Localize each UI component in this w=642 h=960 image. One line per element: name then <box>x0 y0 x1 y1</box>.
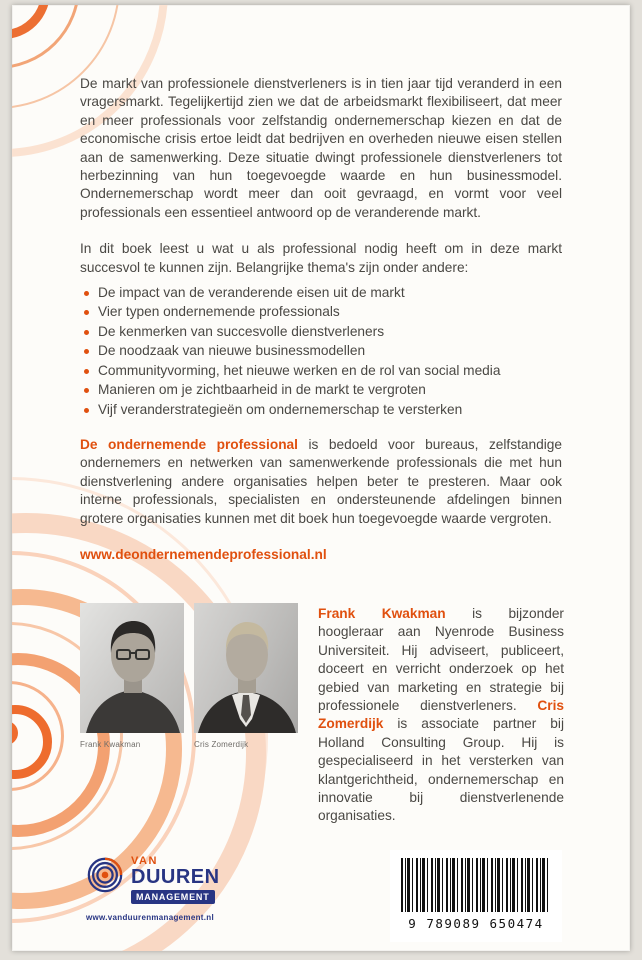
vanduuren-logo <box>86 855 246 904</box>
author-name-frank: Frank Kwakman <box>318 606 446 621</box>
author-name-cris: Cris Zomerdijk <box>318 698 564 732</box>
photo-caption-cris: Cris Zomerdijk <box>194 740 249 749</box>
theme-item: Vier typen ondernemende professionals <box>98 303 562 321</box>
logo-word-duuren: DUUREN <box>131 866 220 888</box>
author-photo-frank <box>80 603 184 749</box>
vanduuren-logo-text <box>131 855 220 904</box>
theme-item: Communityvorming, het nieuwe werken en de rol van social media <box>98 362 562 380</box>
ripple-ring <box>12 681 64 791</box>
blurb-paragraph-3-rest: is bedoeld voor bureaus, zelfstandige ondernemers en netwerken van samenwerkende professionals die met hun dienstverlening andere organisaties helpen beter te presteren. Maar ook interne professionals, specialisten en ondersteunende afdelingen binnen grotere organisaties kunnen met dit boek hun toegevoegde waarde vergroten. <box>80 436 562 526</box>
author-bio-frank: is bijzonder hoogleraar aan Nyenrode Business Universiteit. Hij adviseert, publiceert, doceert en verricht onderzoek op het gebied van marketing en strategie bij professionele dienstverleners. <box>318 606 564 714</box>
publisher-website-url: www.vanduurenmanagement.nl <box>86 913 214 922</box>
vanduuren-spiral-icon <box>86 855 124 893</box>
theme-item: De impact van de veranderende eisen uit de markt <box>98 284 562 302</box>
author-photo-cris <box>194 603 298 749</box>
photo-frank-kwakman <box>80 603 184 733</box>
book-title-inline: De ondernemende professional <box>80 436 298 452</box>
ripple-ring <box>12 5 80 69</box>
logo-word-van: VAN <box>131 855 158 867</box>
barcode-bars <box>401 858 551 912</box>
isbn-number: 9 789089 650474 <box>408 916 544 931</box>
ripple-ring <box>12 705 52 779</box>
theme-item: Manieren om je zichtbaarheid in de markt te vergroten <box>98 381 562 399</box>
themes-list <box>80 284 562 419</box>
ripple-center-dot <box>12 721 18 745</box>
publisher-block <box>86 855 246 922</box>
author-photos <box>80 603 298 749</box>
photo-cris-zomerdijk <box>194 603 298 733</box>
book-back-cover <box>12 5 630 951</box>
book-website-url: www.deondernemendeprofessional.nl <box>80 546 327 562</box>
blurb-paragraph-2: In dit boek leest u wat u als professional nodig heeft om in deze markt succesvol te kunnen zijn. Belangrijke thema's zijn onder andere: <box>80 241 562 275</box>
ripple-ring <box>12 5 50 39</box>
theme-item: Vijf veranderstrategieën om ondernemerschap te versterken <box>98 401 562 419</box>
portrait-cris-illustration <box>194 603 298 733</box>
photo-caption-frank: Frank Kwakman <box>80 740 141 749</box>
theme-item: De noodzaak van nieuwe businessmodellen <box>98 342 562 360</box>
theme-item: De kenmerken van succesvolle dienstverleners <box>98 323 562 341</box>
blurb-paragraph-3 <box>80 436 562 528</box>
isbn-barcode <box>390 850 562 942</box>
logo-word-management: MANAGEMENT <box>131 890 215 904</box>
author-bio-cris: is associate partner bij Holland Consulting Group. Hij is gespecialiseerd in het versterken van klantgerichtheid, ondernemerschap en innovatie bij dienstverlenende organisaties. <box>318 716 564 824</box>
portrait-frank-illustration <box>80 603 184 733</box>
blurb-paragraph-1: De markt van professionele dienstverleners is in tien jaar tijd veranderd in een vragersmarkt. Tegelijkertijd zien we dat de arbeidsmarkt flexibiliseert, dat meer en meer professionals voor zelfstandig ondernemerschap kiezen en dat de economische crisis ertoe leidt dat bedrijven en overheden nieuwe eisen stellen aan de samenwerking. Deze situatie dwingt professionele dienstverleners tot herbezinning van hun toegevoegde waarde en hun businessmodel. Ondernemerschap wordt meer dan ooit gevraagd, en vormt voor veel professionals een essentieel antwoord op de veranderende markt. <box>80 76 562 220</box>
author-bios <box>318 605 564 826</box>
back-cover-text <box>80 75 562 564</box>
